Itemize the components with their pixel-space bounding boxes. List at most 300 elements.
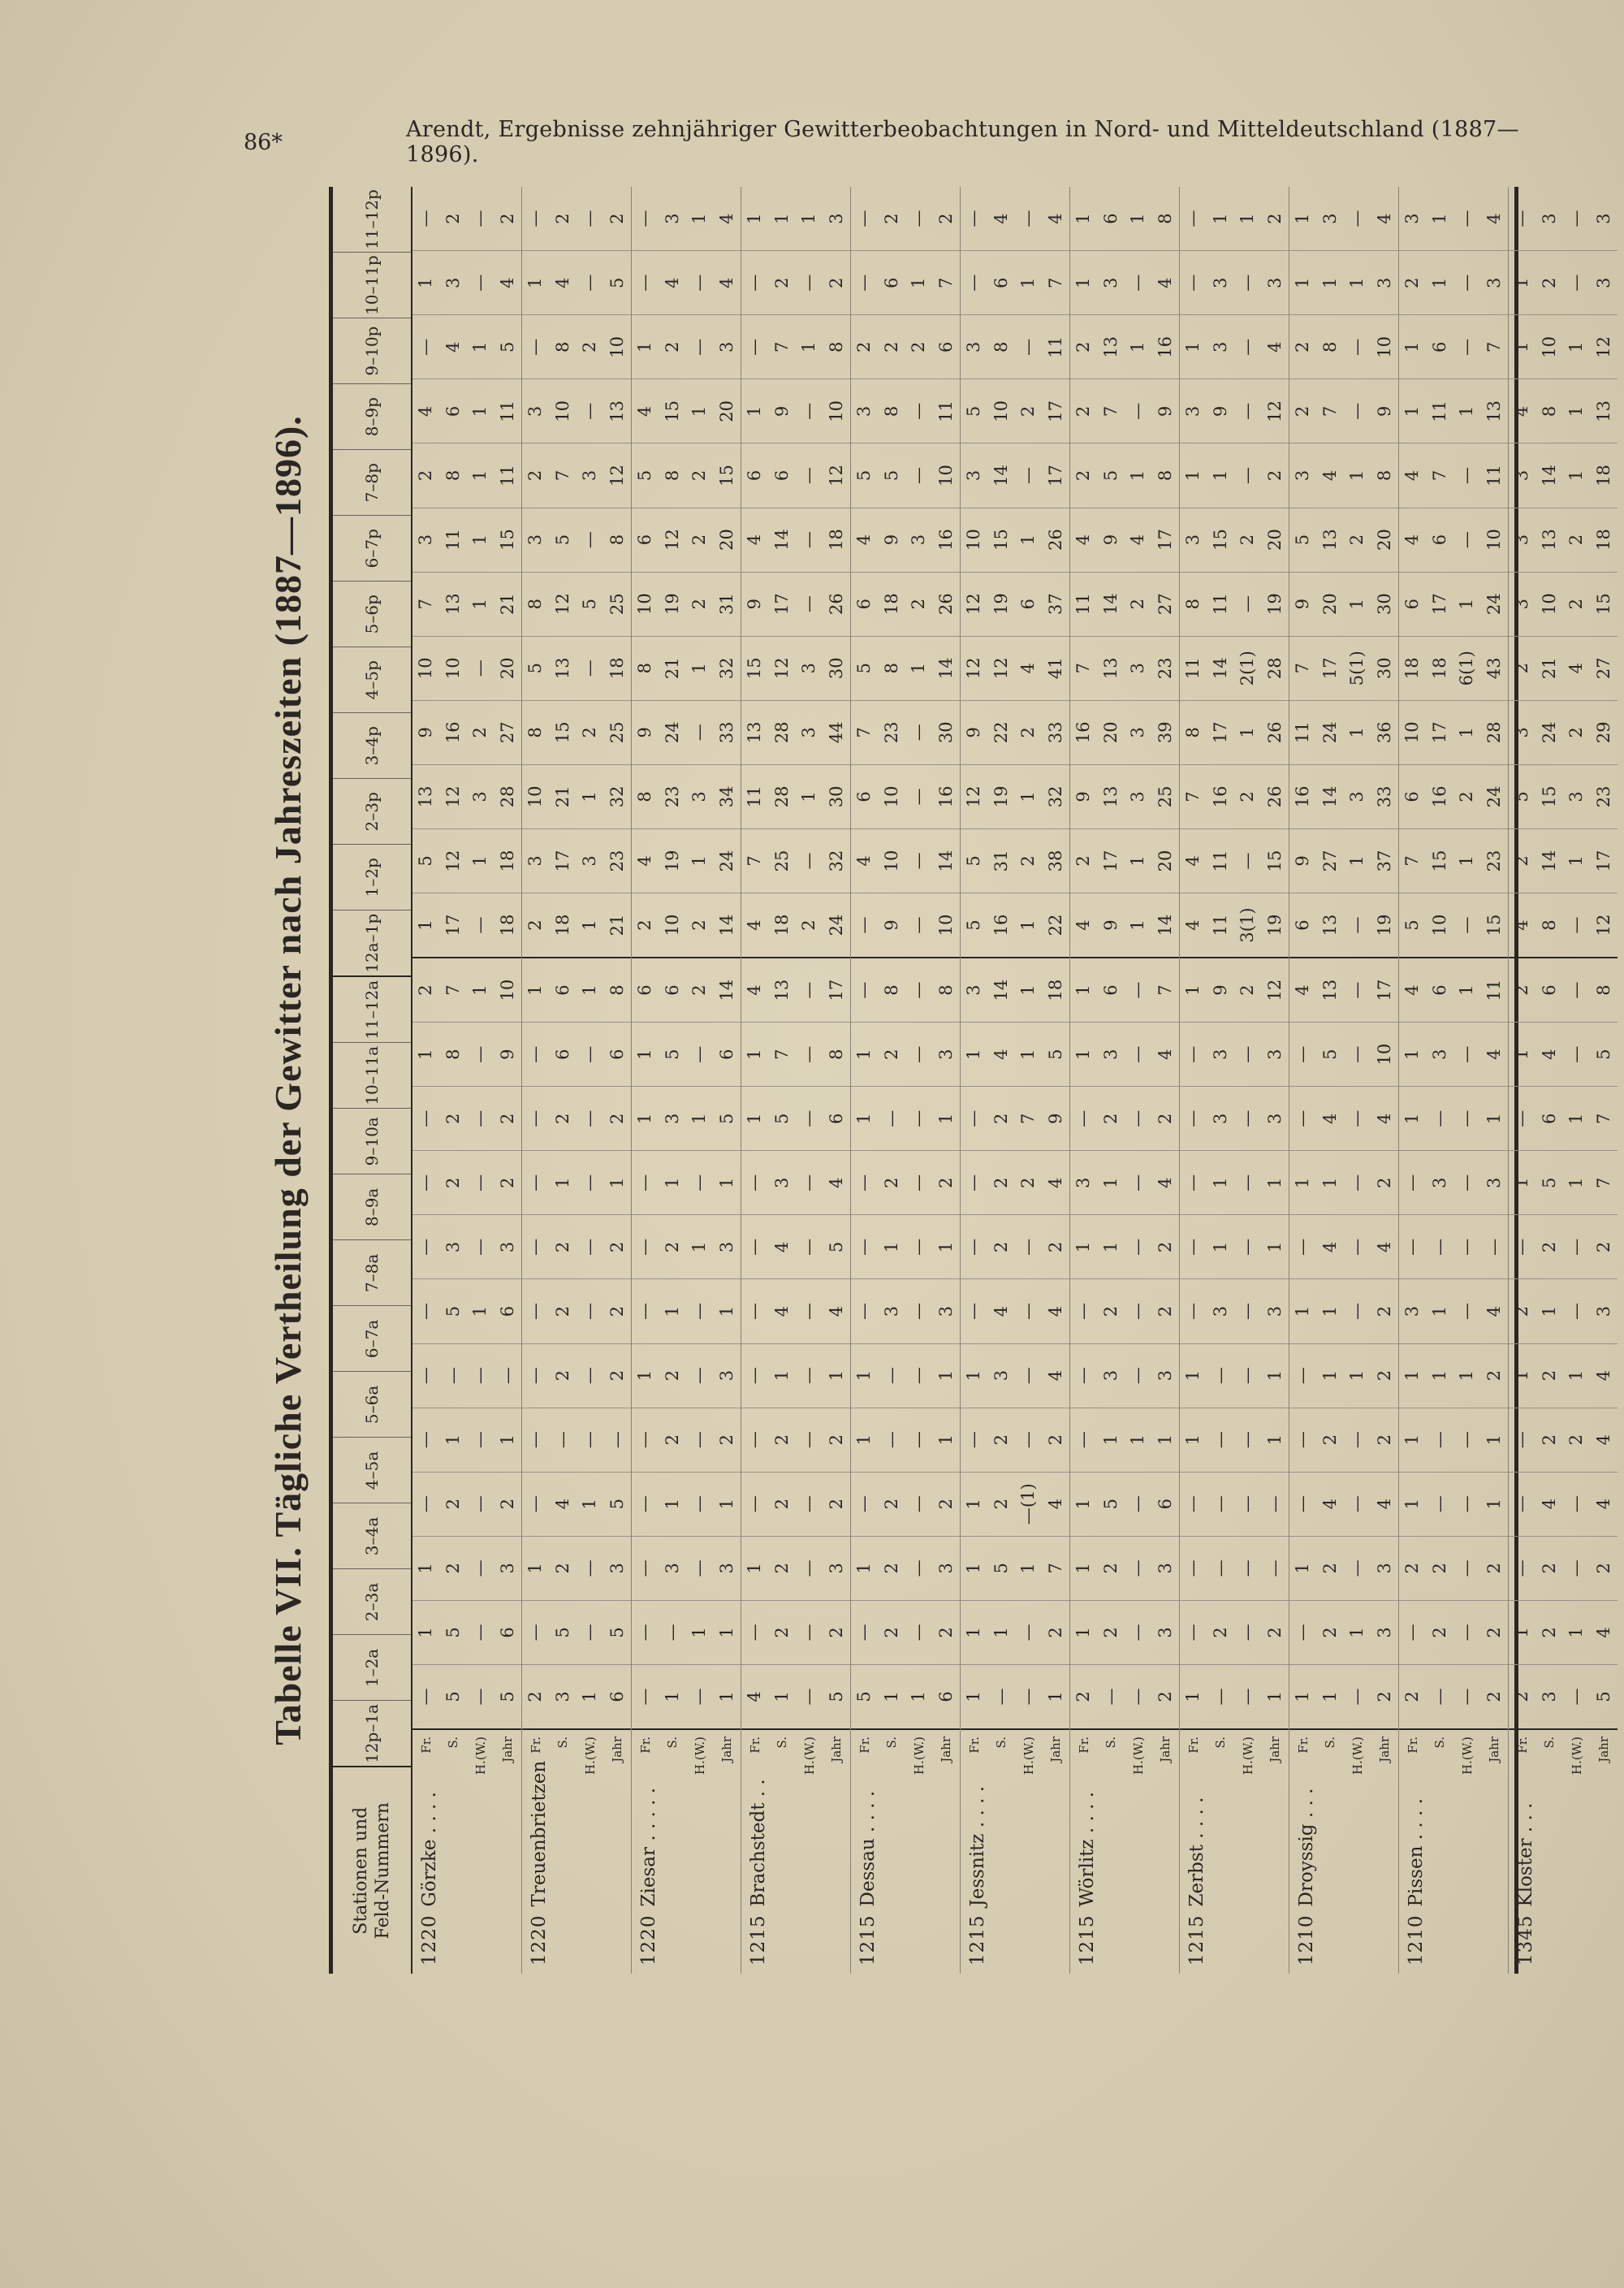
table-cell: 11 (443, 529, 463, 551)
season-label: Fr. (528, 1737, 543, 1754)
table-cell: — (1237, 1174, 1258, 1192)
table-cell: 1 (854, 1049, 875, 1060)
table-cell: 3 (1566, 791, 1587, 802)
season-label: H.(W.) (1459, 1737, 1475, 1775)
hour-column (1070, 443, 1179, 507)
hour-column (412, 443, 521, 507)
season-label: Fr. (637, 1737, 653, 1754)
table-cell: 2(1) (1237, 651, 1258, 686)
hour-column (741, 1086, 850, 1150)
table-cell: 4 (1402, 534, 1423, 546)
table-cell: 18 (1045, 979, 1065, 1001)
table-cell: 21 (662, 657, 682, 680)
season-label: H.(W.) (1130, 1737, 1146, 1775)
hour-column (1289, 314, 1398, 378)
table-cell: 3(1) (1237, 907, 1258, 943)
hour-column (741, 187, 850, 250)
table-cell: 3 (964, 984, 984, 996)
table-cell: — (1457, 1045, 1477, 1063)
table-cell: — (470, 1624, 490, 1641)
table-cell: — (689, 274, 710, 292)
table-cell: 4 (1374, 213, 1394, 224)
table-cell: 13 (1320, 529, 1340, 551)
table-cell: 1 (662, 1691, 682, 1702)
table-cell: — (1073, 1367, 1094, 1385)
table-cell: 2 (826, 1627, 846, 1638)
table-cell: 14 (1155, 914, 1175, 936)
table-cell: 4 (1155, 277, 1175, 288)
field-number: 1220 (419, 1914, 440, 1966)
table-cell: 3 (1100, 1369, 1121, 1382)
table-cell: 24 (1484, 785, 1504, 808)
hour-column (741, 378, 850, 443)
hour-column (1070, 1022, 1179, 1086)
table-cell: — (525, 1238, 546, 1256)
hour-column (522, 1214, 631, 1278)
hour-column (961, 1472, 1069, 1536)
station-name (741, 1779, 850, 1974)
hour-column (1180, 572, 1289, 636)
hour-column (1509, 1214, 1618, 1278)
table-cell: — (1018, 1238, 1039, 1256)
table-cell: 1 (1073, 984, 1094, 996)
table-cell: 2 (1539, 277, 1559, 288)
table-cell: — (1457, 1174, 1477, 1192)
table-cell: — (799, 1303, 819, 1320)
table-cell: — (1293, 1431, 1313, 1449)
table-cell: 24 (826, 914, 846, 936)
table-cell: — (799, 981, 819, 999)
hour-column (632, 828, 741, 893)
table-cell: 8 (552, 341, 572, 353)
table-cell: 2 (1018, 405, 1039, 417)
station-label: Görzke . . . . (419, 1792, 440, 1907)
table-cell: 2 (1073, 405, 1094, 417)
hour-column (961, 250, 1069, 314)
table-cell: 18 (881, 593, 901, 615)
hour-column (961, 378, 1069, 443)
table-cell: 1 (689, 1627, 710, 1638)
table-cell: — (745, 1174, 765, 1192)
table-cell: — (1566, 916, 1587, 934)
table-cell: — (964, 1238, 984, 1256)
table-cell: 1 (1264, 1691, 1285, 1702)
table-cell: — (1237, 1238, 1258, 1256)
table-cell: — (525, 1367, 546, 1385)
table-cell: 8 (1539, 405, 1559, 417)
table-cell: 2 (1374, 1305, 1394, 1317)
station-group (961, 187, 1070, 1974)
table-cell: 6(1) (1457, 651, 1477, 686)
hour-column (632, 1536, 741, 1600)
table-cell: 28 (771, 721, 792, 744)
hour-column (741, 1664, 850, 1728)
table-cell: 4 (1593, 1434, 1613, 1446)
table-cell: 44 (826, 721, 846, 744)
table-cell: 4 (1073, 919, 1094, 931)
hour-header: 6–7p (333, 515, 411, 581)
table-cell: — (745, 1238, 765, 1256)
table-cell: 5 (964, 855, 984, 867)
table-cell: 4 (716, 213, 736, 224)
table-cell: 1 (1347, 277, 1367, 288)
table-cell: 15 (716, 465, 736, 487)
table-cell: 4 (1320, 1499, 1340, 1510)
season-label: H.(W.) (911, 1737, 926, 1775)
table-cell: 4 (1155, 1177, 1175, 1189)
station-label: Treuenbrietzen (529, 1760, 550, 1907)
table-cell: 23 (1593, 785, 1613, 808)
table-cell: 3 (909, 534, 929, 546)
season-label: Fr. (1076, 1737, 1091, 1754)
table-cell: 3 (1374, 277, 1394, 288)
table-cell: 2 (1402, 1563, 1423, 1574)
table-cell: 3 (1100, 1049, 1121, 1060)
table-cell: 2 (1073, 1691, 1094, 1702)
table-cell: 1 (470, 855, 490, 867)
table-cell: 1 (799, 341, 819, 353)
table-cell: — (1347, 1174, 1367, 1192)
hour-column (1180, 187, 1289, 250)
table-cell: 2 (1073, 469, 1094, 482)
table-cell: 17 (771, 593, 792, 615)
table-cell: — (525, 1109, 546, 1127)
table-cell: 12 (964, 657, 984, 680)
table-cell: 1 (1100, 1241, 1121, 1253)
hour-column (522, 1664, 631, 1728)
table-cell: 4 (1593, 1627, 1613, 1638)
table-cell: 1 (964, 1691, 984, 1702)
table-cell: 2 (1073, 855, 1094, 867)
hour-column (632, 764, 741, 828)
table-cell: 1 (1512, 1177, 1532, 1189)
station-column-header (333, 1766, 411, 1974)
table-cell: 5 (552, 1627, 572, 1638)
table-cell: 1 (470, 1305, 490, 1317)
table-cell: — (854, 916, 875, 934)
table-cell: 1 (1566, 469, 1587, 482)
table-cell: — (1183, 1174, 1203, 1192)
table-cell: — (525, 1045, 546, 1063)
hour-column (1399, 893, 1508, 957)
hour-column (632, 893, 741, 957)
table-cell: 8 (881, 984, 901, 996)
hour-column (851, 187, 960, 250)
hour-column (1509, 250, 1618, 314)
table-cell: 3 (1128, 663, 1148, 674)
table-cell: — (1347, 1495, 1367, 1513)
table-cell: 4 (552, 277, 572, 288)
hour-column (961, 1022, 1069, 1086)
table-cell: 22 (1045, 914, 1065, 936)
table-cell: 1 (1347, 598, 1367, 610)
table-cell: 1 (580, 919, 600, 931)
station-cell (741, 1728, 850, 1974)
table-cell: 1 (416, 919, 436, 931)
running-header (244, 117, 1559, 167)
hour-column (632, 1022, 741, 1086)
table-cell: — (689, 1174, 710, 1192)
table-cell: 7 (1073, 663, 1094, 674)
table-cell: 19 (662, 593, 682, 615)
table-cell: 10 (1374, 1043, 1394, 1066)
season-label: Fr. (1295, 1737, 1311, 1754)
hour-column (741, 1408, 850, 1472)
table-cell: — (1566, 1238, 1587, 1256)
table-cell: 1 (1512, 1369, 1532, 1382)
table-cell: 5 (607, 1627, 627, 1638)
table-cell: 2 (1484, 1369, 1504, 1382)
table-cell: 11 (1210, 593, 1230, 615)
hour-column (851, 1600, 960, 1664)
hour-column (1509, 187, 1618, 250)
table-cell: 19 (1264, 914, 1285, 936)
hour-column (632, 187, 741, 250)
season-label: S. (1323, 1737, 1338, 1749)
hour-column (1399, 1408, 1508, 1472)
hour-column (632, 250, 741, 314)
table-cell: 2 (1320, 1563, 1340, 1574)
table-cell: 24 (1320, 721, 1340, 744)
table-cell: 10 (443, 657, 463, 680)
table-cell: — (580, 1109, 600, 1127)
table-cell: 4 (1484, 1305, 1504, 1317)
table-cell: 2 (991, 1113, 1011, 1124)
table-cell: — (689, 1431, 710, 1449)
table-cell: 20 (1100, 721, 1121, 744)
station-cell (1509, 1728, 1618, 1974)
hour-column (961, 1664, 1069, 1728)
table-cell: 2 (525, 469, 546, 482)
station-group (741, 187, 851, 1974)
table-cell: 3 (1264, 1305, 1285, 1317)
table-cell: 8 (991, 341, 1011, 353)
table-cell: — (1264, 1495, 1285, 1513)
station-name (1289, 1787, 1398, 1974)
table-cell: 19 (662, 850, 682, 872)
table-cell: 2 (881, 213, 901, 224)
table-cell: — (525, 1303, 546, 1320)
table-cell: 26 (1264, 721, 1285, 744)
table-cell: 4 (1374, 1241, 1394, 1253)
station-cell (1289, 1728, 1398, 1974)
table-cell: 1 (1320, 1305, 1340, 1317)
table-cell: 8 (443, 469, 463, 482)
hour-column (1180, 1278, 1289, 1343)
table-cell: 10 (552, 400, 572, 422)
table-cell: — (1347, 916, 1367, 934)
table-cell: — (1018, 1431, 1039, 1449)
table-cell: 3 (935, 1305, 956, 1317)
hour-column (1070, 1343, 1179, 1408)
hour-column (632, 1086, 741, 1150)
hour-header: 9–10a (333, 1108, 411, 1174)
table-cell: 2 (525, 1691, 546, 1702)
table-cell: 2 (1374, 1434, 1394, 1446)
table-cell: — (1566, 1045, 1587, 1063)
table-cell: 19 (1264, 593, 1285, 615)
season-label: Jahr (1487, 1737, 1502, 1762)
table-cell: 2 (1539, 1627, 1559, 1638)
hour-column (1180, 508, 1289, 572)
table-cell: 4 (1593, 1369, 1613, 1382)
table-cell: 1 (1293, 277, 1313, 288)
table-cell: 4 (716, 277, 736, 288)
table-cell: — (635, 1174, 655, 1192)
table-cell: 2 (497, 1177, 517, 1189)
table-cell: — (1457, 1303, 1477, 1320)
table-cell: 5 (716, 1113, 736, 1124)
table-cell: — (1293, 1367, 1313, 1385)
table-cell: 1 (1566, 855, 1587, 867)
table-cell: 1 (525, 1563, 546, 1574)
table-cell: — (470, 1238, 490, 1256)
table-cell: — (909, 1431, 929, 1449)
table-cell: 1 (470, 469, 490, 482)
table-cell: — (1566, 1559, 1587, 1577)
table-cell: 6 (443, 405, 463, 417)
hour-column (1289, 572, 1398, 636)
station-name (1180, 1787, 1289, 1974)
hour-column (1399, 378, 1508, 443)
table-cell: 2 (1347, 534, 1367, 546)
table-cell: — (964, 1174, 984, 1192)
table-cell: 3 (826, 213, 846, 224)
table-cell: 26 (1264, 785, 1285, 808)
table-cell: 3 (662, 1113, 682, 1124)
table-cell: — (1183, 274, 1203, 292)
hour-column (1070, 1408, 1179, 1472)
table-cell: 2 (443, 1563, 463, 1574)
table-cell: 1 (689, 1241, 710, 1253)
table-cell: 13 (552, 657, 572, 680)
table-cell: 1 (1293, 1563, 1313, 1574)
hour-column (1070, 957, 1179, 1022)
table-cell: 2 (1264, 469, 1285, 482)
table-cell: — (1566, 274, 1587, 292)
table-cell: — (799, 1367, 819, 1385)
table-cell: — (964, 210, 984, 227)
table-cell: — (1018, 466, 1039, 484)
table-cell: 1 (745, 1049, 765, 1060)
season-label: Fr. (857, 1737, 872, 1754)
table-cell: 33 (716, 721, 736, 744)
table-cell: 1 (1128, 213, 1148, 224)
table-cell: 25 (771, 850, 792, 872)
table-cell: — (470, 660, 490, 677)
table-cell: — (1210, 1688, 1230, 1706)
table-cell: 11 (1484, 979, 1504, 1001)
table-cell: 10 (935, 465, 956, 487)
table-cell: — (580, 1624, 600, 1641)
table-cell: — (1237, 1624, 1258, 1641)
table-cell: — (1210, 1431, 1230, 1449)
field-number: 1210 (1296, 1914, 1317, 1966)
table-cell: 23 (607, 850, 627, 872)
hour-column (851, 1343, 960, 1408)
table-cell: 2 (635, 919, 655, 931)
hour-column (1070, 250, 1179, 314)
hour-column (412, 893, 521, 957)
table-cell: 1 (1402, 405, 1423, 417)
table-cell: 3 (1264, 1113, 1285, 1124)
table-cell: 6 (1018, 598, 1039, 610)
season-label: S. (665, 1737, 680, 1749)
table-cell: 1 (1018, 791, 1039, 802)
table-cell: 2 (1457, 791, 1477, 802)
table-cell: 11 (1183, 657, 1203, 680)
table-cell: 1 (607, 1177, 627, 1189)
season-label: Jahr (1596, 1737, 1612, 1762)
table-cell: 4 (854, 855, 875, 867)
hour-column (851, 1278, 960, 1343)
table-cell: 1 (1293, 1691, 1313, 1702)
table-cell: 9 (881, 919, 901, 931)
hour-column (741, 1150, 850, 1214)
table-cell: 5 (881, 469, 901, 482)
hour-column (412, 1343, 521, 1408)
table-cell: 1 (826, 1369, 846, 1382)
table-cell: — (799, 1045, 819, 1063)
table-cell: 13 (1320, 914, 1340, 936)
table-cell: 5 (525, 663, 546, 674)
table-cell: — (1183, 1303, 1203, 1320)
station-name (522, 1760, 631, 1974)
table-cell: 1 (1347, 1627, 1367, 1638)
hour-column (522, 1600, 631, 1664)
hour-column (1180, 828, 1289, 893)
table-cell: 10 (881, 850, 901, 872)
table-cell: 2 (552, 1113, 572, 1124)
hour-column (1399, 187, 1508, 250)
season-label: Jahr (719, 1737, 735, 1762)
table-cell: 4 (745, 984, 765, 996)
table-cell: — (1183, 1109, 1203, 1127)
table-cell: — (799, 1624, 819, 1641)
table-cell: 1 (1183, 1691, 1203, 1702)
table-cell: 7 (1320, 405, 1340, 417)
season-label: H.(W.) (692, 1737, 707, 1775)
table-cell: 3 (826, 1563, 846, 1574)
table-cell: 3 (716, 1369, 736, 1382)
table-cell: — (525, 1431, 546, 1449)
hour-column (412, 1472, 521, 1536)
table-cell: 1 (1264, 1369, 1285, 1382)
table-cell: 2 (1402, 1691, 1423, 1702)
table-cell: — (1210, 1559, 1230, 1577)
table-cell: 4 (1320, 469, 1340, 482)
table-cell: 21 (1539, 657, 1559, 680)
table-cell: 3 (1539, 1691, 1559, 1702)
table-cell: 10 (826, 400, 846, 422)
table-cell: 1 (745, 1113, 765, 1124)
hour-column (522, 572, 631, 636)
table-cell: 11 (1293, 721, 1313, 744)
table-cell: 3 (1100, 277, 1121, 288)
table-cell: 2 (1237, 534, 1258, 546)
season-label: S. (775, 1737, 790, 1749)
hour-column (1289, 1086, 1398, 1150)
table-cell: 8 (1183, 727, 1203, 738)
table-cell: 1 (1210, 213, 1230, 224)
table-cell: 6 (991, 277, 1011, 288)
table-cell: 3 (716, 341, 736, 353)
table-cell: 31 (716, 593, 736, 615)
hour-column (851, 1664, 960, 1728)
table-cell: 11 (1045, 335, 1065, 358)
table-cell: 6 (1155, 1499, 1175, 1510)
table-cell: 10 (416, 657, 436, 680)
